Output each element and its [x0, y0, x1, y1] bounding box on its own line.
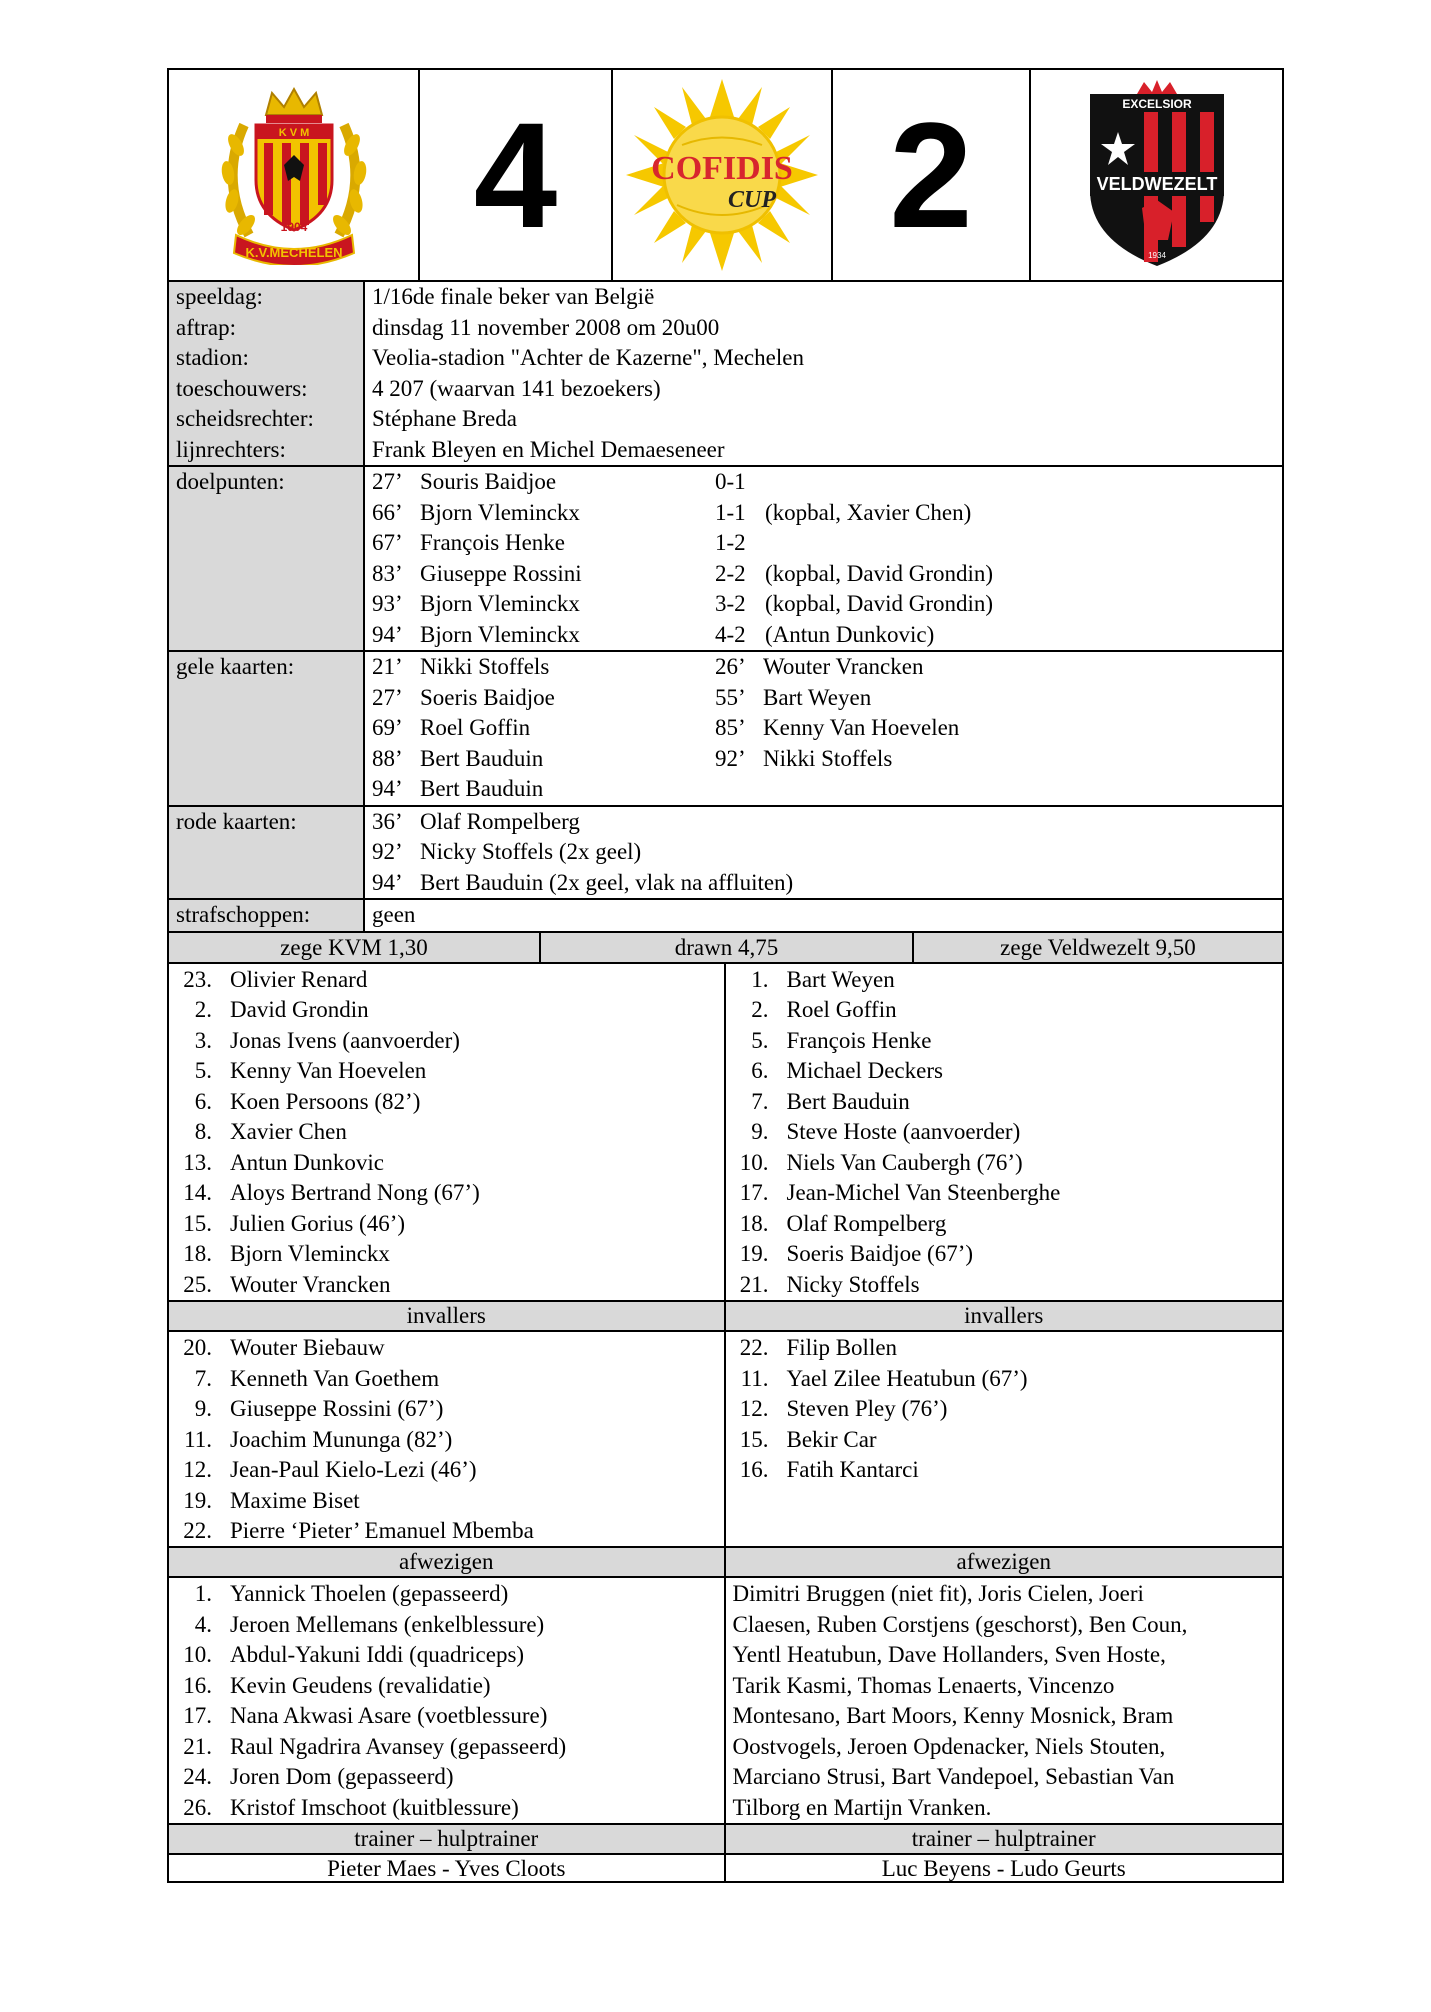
penalties-value-text: geen [372, 902, 416, 927]
goal-score [715, 589, 1282, 620]
goal-scorer [372, 467, 715, 498]
player-row [726, 965, 1283, 996]
player-number: 7. [751, 1088, 769, 1114]
penalties-label [169, 900, 365, 931]
player-number: 19. [739, 1241, 769, 1266]
goal-player: Bjorn Vleminckx [420, 591, 580, 616]
yellow-cards-label-text: gele kaarten: [176, 654, 295, 679]
info-value: dinsdag 11 november 2008 om 20u00 [372, 314, 720, 340]
odds-home: zege KVM 1,30 [169, 933, 541, 962]
player-number: 14. [183, 1180, 212, 1205]
player-name: Niels Van Caubergh (76’) [786, 1149, 1023, 1175]
info-labels [169, 282, 365, 465]
card-minute: 21’ [372, 654, 403, 679]
goal-score [715, 620, 1282, 651]
info-value: Frank Bleyen en Michel Demaeseneer [372, 436, 725, 462]
home-score-cell [420, 70, 613, 280]
card-player: Nicky Stoffels (2x geel) [420, 839, 642, 864]
player-row [169, 1455, 724, 1486]
goal-score [715, 498, 1282, 529]
card-minute: 92’ [715, 745, 746, 771]
player-row [169, 1364, 724, 1395]
card-minute: 85’ [715, 715, 746, 740]
player-row [169, 1762, 724, 1793]
player-row [169, 1148, 724, 1179]
home-score: 4 [473, 91, 558, 259]
player-name: Nana Akwasi Asare (voetblessure) [230, 1703, 548, 1728]
home-team-logo [169, 70, 420, 280]
player-name: Giuseppe Rossini (67’) [230, 1396, 444, 1421]
player-name: Steven Pley (76’) [786, 1396, 948, 1421]
goal-player: Giuseppe Rossini [420, 560, 582, 586]
yellow-card-row [715, 713, 1282, 744]
goal-score-value: 1-1 [715, 499, 746, 525]
card-player: Soeris Baidjoe [420, 684, 555, 710]
player-name: Fatih Kantarci [786, 1457, 919, 1482]
absent-away-line: Tarik Kasmi, Thomas Lenaerts, Vincenzo [732, 1672, 1115, 1698]
goal-row [372, 498, 1282, 529]
player-name: Jeroen Mellemans (enkelblessure) [230, 1611, 545, 1637]
player-name: Pierre ‘Pieter’ Emanuel Mbemba [230, 1518, 534, 1543]
player-number: 15. [183, 1210, 212, 1236]
goal-scorer [372, 559, 715, 590]
card-minute: 69’ [372, 715, 403, 740]
player-row [169, 1117, 724, 1148]
absent-away-line: Yentl Heatubun, Dave Hollanders, Sven Hoste, [732, 1642, 1166, 1667]
goal-minute: 27’ [372, 469, 403, 494]
absent-home [169, 1578, 726, 1823]
info-label: toeschouwers: [176, 375, 308, 401]
goal-score [715, 467, 1282, 498]
player-name: Nicky Stoffels [786, 1271, 920, 1297]
player-row [169, 1516, 724, 1547]
trainers-title-away: trainer – hulptrainer [911, 1826, 1096, 1851]
player-number: 4. [194, 1611, 212, 1637]
goal-player: Bjorn Vleminckx [420, 621, 580, 647]
player-number: 8. [194, 1119, 212, 1144]
player-name: Bart Weyen [786, 966, 895, 992]
absent-title-home: afwezigen [169, 1548, 726, 1576]
player-name: Koen Persoons (82’) [230, 1088, 421, 1114]
score-header [167, 68, 1284, 280]
player-name: Jean-Paul Kielo-Lezi (46’) [230, 1457, 477, 1482]
absent [167, 1576, 1284, 1823]
player-number: 1. [194, 1581, 212, 1606]
trainers-away: Luc Beyens - Ludo Geurts [881, 1856, 1126, 1881]
player-number: 6. [751, 1058, 769, 1083]
yellow-card-row [372, 744, 715, 775]
goal-minute: 67’ [372, 530, 403, 555]
player-row [169, 1087, 724, 1118]
goals-label-text: doelpunten: [176, 469, 285, 494]
card-minute: 94’ [372, 776, 403, 801]
away-score-cell [833, 70, 1031, 280]
player-name: Yannick Thoelen (gepasseerd) [230, 1581, 509, 1606]
player-name: Kristof Imschoot (kuitblessure) [230, 1794, 519, 1820]
card-minute: 26’ [715, 654, 746, 679]
player-number: 17. [183, 1703, 212, 1728]
yellow-cards-away [715, 652, 1282, 805]
card-player: Bert Bauduin [420, 745, 544, 771]
player-name: Maxime Biset [230, 1487, 360, 1513]
absent-away-line: Dimitri Bruggen (niet fit), Joris Cielen, Joeri [732, 1581, 1144, 1606]
yellow-card-row [372, 652, 715, 683]
player-number: 21. [183, 1733, 212, 1759]
info-label: lijnrechters: [176, 436, 286, 462]
player-number: 18. [183, 1241, 212, 1266]
player-number: 9. [751, 1119, 769, 1144]
player-name: Wouter Biebauw [230, 1335, 385, 1360]
card-minute: 92’ [372, 839, 403, 864]
player-number: 11. [740, 1365, 769, 1391]
info-values [365, 282, 1282, 465]
player-row [726, 1087, 1283, 1118]
player-row [169, 1394, 724, 1425]
goals-section [167, 465, 1284, 650]
goal-minute: 83’ [372, 560, 403, 586]
kvm-ribbon-text: K.V.MECHELEN [244, 245, 343, 260]
goal-player: Souris Baidjoe [420, 469, 557, 494]
player-number: 9. [194, 1396, 212, 1421]
goal-note: (kopbal, David Grondin) [765, 560, 994, 586]
player-row [169, 1333, 724, 1364]
goal-score [715, 559, 1282, 590]
penalties-value [365, 900, 1282, 931]
player-row [169, 1239, 724, 1270]
player-row [726, 1239, 1283, 1270]
goal-row [372, 467, 1282, 498]
absent-title-away: afwezigen [956, 1549, 1051, 1574]
card-player: Nikki Stoffels [420, 654, 550, 679]
player-name: Abdul-Yakuni Iddi (quadriceps) [230, 1642, 525, 1667]
card-player: Bert Bauduin (2x geel, vlak na affluiten) [420, 869, 794, 895]
player-number: 11. [184, 1426, 212, 1452]
goals-list [365, 467, 1282, 650]
player-row [169, 1056, 724, 1087]
player-number: 26. [183, 1794, 212, 1820]
goal-row [372, 559, 1282, 590]
trainers-title-home: trainer – hulptrainer [169, 1825, 726, 1853]
goal-scorer [372, 498, 715, 529]
player-number: 16. [739, 1457, 769, 1482]
subs-home [169, 1332, 726, 1546]
player-name: Bert Bauduin [786, 1088, 910, 1114]
player-number: 5. [751, 1027, 769, 1053]
subs-away [726, 1332, 1283, 1546]
red-card-row [372, 807, 1282, 838]
player-number: 20. [183, 1335, 212, 1360]
absent-away-line: Oostvogels, Jeroen Opdenacker, Niels Stouten, [732, 1733, 1166, 1759]
player-name: Kenny Van Hoevelen [230, 1058, 427, 1083]
subs [167, 1330, 1284, 1546]
player-row [169, 1732, 724, 1763]
goal-row [372, 528, 1282, 559]
player-number: 13. [183, 1149, 212, 1175]
trainers-header [167, 1823, 1284, 1853]
absent-away-line: Claesen, Ruben Corstjens (geschorst), Ben Coun, [732, 1611, 1188, 1637]
player-name: Bjorn Vleminckx [230, 1241, 390, 1266]
match-info [167, 280, 1284, 465]
player-name: Bekir Car [786, 1426, 877, 1452]
player-row [726, 1333, 1283, 1364]
lineups [167, 962, 1284, 1301]
player-number: 3. [194, 1027, 212, 1053]
card-player: Wouter Vrancken [763, 654, 924, 679]
player-row [169, 1486, 724, 1517]
player-row [726, 1364, 1283, 1395]
yellow-card-row [715, 652, 1282, 683]
player-name: David Grondin [230, 997, 369, 1022]
player-name: Soeris Baidjoe (67’) [786, 1241, 974, 1266]
kvm-crest-icon [214, 85, 374, 265]
red-cards-label-text: rode kaarten: [176, 808, 297, 834]
player-row [169, 1701, 724, 1732]
yellow-cards-home [372, 652, 715, 805]
trainers-home: Pieter Maes - Yves Cloots [169, 1855, 726, 1881]
player-name: Steve Hoste (aanvoerder) [786, 1119, 1021, 1144]
player-row [726, 995, 1283, 1026]
player-row [726, 1026, 1283, 1057]
player-name: Jean-Michel Van Steenberghe [786, 1180, 1061, 1205]
info-label: stadion: [176, 345, 249, 370]
goal-note: (kopbal, Xavier Chen) [765, 499, 972, 525]
yellow-card-row [715, 744, 1282, 775]
card-player: Bart Weyen [763, 684, 872, 710]
card-minute: 88’ [372, 745, 403, 771]
player-row [169, 1178, 724, 1209]
cofidis-text: COFIDIS [651, 150, 793, 187]
player-number: 7. [194, 1365, 212, 1391]
player-row [726, 1270, 1283, 1301]
goal-player: François Henke [420, 530, 565, 555]
player-number: 22. [183, 1518, 212, 1543]
goal-note: (kopbal, David Grondin) [765, 591, 994, 616]
yellow-card-row [372, 774, 715, 805]
subs-title-away: invallers [964, 1303, 1044, 1328]
odds-away: zege Veldwezelt 9,50 [1000, 934, 1196, 960]
player-number: 2. [194, 997, 212, 1022]
player-number: 2. [751, 997, 769, 1022]
card-player: Roel Goffin [420, 715, 531, 740]
info-value: Veolia-stadion "Achter de Kazerne", Mechelen [372, 345, 804, 370]
yellow-card-row [372, 713, 715, 744]
player-number: 15. [739, 1426, 769, 1452]
player-number: 10. [739, 1149, 769, 1175]
goal-row [372, 620, 1282, 651]
cofidis-cup-logo-icon [622, 75, 822, 275]
info-value: 4 207 (waarvan 141 bezoekers) [372, 375, 661, 401]
goal-score-value: 4-2 [715, 621, 746, 647]
info-label: scheidsrechter: [176, 406, 314, 431]
goal-scorer [372, 589, 715, 620]
lineup-home [169, 964, 726, 1301]
player-number: 19. [183, 1487, 212, 1513]
info-label: aftrap: [176, 314, 237, 340]
player-number: 21. [739, 1271, 769, 1297]
excelsior-text: EXCELSIOR [1121, 97, 1192, 111]
card-player: Kenny Van Hoevelen [763, 715, 960, 740]
yellow-cards-section [167, 650, 1284, 805]
player-row [169, 1640, 724, 1671]
goal-minute: 66’ [372, 499, 403, 525]
player-number: 5. [194, 1058, 212, 1083]
player-row [726, 1178, 1283, 1209]
player-name: Yael Zilee Heatubun (67’) [786, 1365, 1028, 1391]
goal-player: Bjorn Vleminckx [420, 499, 580, 525]
player-name: Michael Deckers [786, 1058, 943, 1083]
yellow-cards-list [365, 652, 1282, 805]
player-name: Julien Gorius (46’) [230, 1210, 406, 1236]
player-number: 12. [739, 1396, 769, 1421]
red-card-row [372, 837, 1282, 868]
match-report [167, 68, 1284, 1883]
goal-row [372, 589, 1282, 620]
player-number: 6. [194, 1088, 212, 1114]
player-row [169, 995, 724, 1026]
subs-title-home: invallers [169, 1302, 726, 1330]
player-name: Olaf Rompelberg [786, 1210, 947, 1236]
goal-score-value: 3-2 [715, 591, 746, 616]
goal-scorer [372, 620, 715, 651]
yellow-card-row [715, 683, 1282, 714]
player-name: Roel Goffin [786, 997, 897, 1022]
info-label: speeldag: [176, 284, 263, 309]
info-value: 1/16de finale beker van België [372, 284, 655, 309]
goal-score-value: 2-2 [715, 560, 746, 586]
penalties-section [167, 898, 1284, 931]
player-row [169, 1270, 724, 1301]
goal-minute: 94’ [372, 621, 403, 647]
red-cards-list [365, 807, 1282, 899]
player-row [169, 1579, 724, 1610]
player-number: 24. [183, 1764, 212, 1789]
player-name: Kenneth Van Goethem [230, 1365, 440, 1391]
absent-away [726, 1578, 1283, 1823]
absent-header [167, 1546, 1284, 1576]
player-row [169, 1026, 724, 1057]
goal-scorer [372, 528, 715, 559]
player-name: Aloys Bertrand Nong (67’) [230, 1180, 480, 1205]
player-row [169, 965, 724, 996]
absent-away-line: Tilborg en Martijn Vranken. [732, 1794, 992, 1820]
goal-score [715, 528, 1282, 559]
veldwezelt-year: 1934 [1147, 251, 1166, 260]
player-number: 25. [183, 1271, 212, 1297]
player-number: 17. [739, 1180, 769, 1205]
player-row [726, 1148, 1283, 1179]
trainers [167, 1853, 1284, 1883]
card-player: Olaf Rompelberg [420, 808, 580, 834]
player-name: Raul Ngadrira Avansey (gepasseerd) [230, 1733, 567, 1759]
kvm-initials: K V M [278, 127, 309, 139]
player-row [726, 1394, 1283, 1425]
player-row [169, 1425, 724, 1456]
player-row [726, 1056, 1283, 1087]
card-minute: 55’ [715, 684, 746, 710]
player-name: Kevin Geudens (revalidatie) [230, 1672, 491, 1698]
cup-text: CUP [728, 187, 776, 213]
player-number: 12. [183, 1457, 212, 1482]
away-team-logo [1031, 70, 1282, 280]
goal-score-value: 1-2 [715, 530, 746, 555]
player-row [169, 1671, 724, 1702]
player-number: 16. [183, 1672, 212, 1698]
veldwezelt-crest-icon [1082, 80, 1232, 270]
yellow-card-row [372, 683, 715, 714]
red-cards-label [169, 807, 365, 899]
lineup-away [726, 964, 1283, 1301]
card-minute: 27’ [372, 684, 403, 710]
card-player: Bert Bauduin [420, 776, 544, 801]
away-score: 2 [889, 91, 973, 259]
card-player: Nikki Stoffels [763, 745, 893, 771]
player-name: Joren Dom (gepasseerd) [230, 1764, 454, 1789]
player-row [726, 1117, 1283, 1148]
goal-score-value: 0-1 [715, 469, 746, 494]
player-row [726, 1455, 1283, 1486]
goal-minute: 93’ [372, 591, 403, 616]
player-number: 18. [739, 1210, 769, 1236]
veldwezelt-text: VELDWEZELT [1096, 174, 1217, 194]
player-number: 23. [183, 966, 212, 992]
player-row [169, 1610, 724, 1641]
penalties-label-text: strafschoppen: [176, 902, 311, 927]
goal-note: (Antun Dunkovic) [765, 621, 935, 647]
player-name: Olivier Renard [230, 966, 368, 992]
player-name: Filip Bollen [786, 1335, 898, 1360]
red-cards-section [167, 805, 1284, 899]
player-name: Wouter Vrancken [230, 1271, 391, 1297]
player-name: François Henke [786, 1027, 932, 1053]
player-number: 1. [751, 966, 769, 992]
player-row [169, 1793, 724, 1824]
goals-label [169, 467, 365, 650]
info-value: Stéphane Breda [372, 406, 517, 431]
player-name: Jonas Ivens (aanvoerder) [230, 1027, 460, 1053]
player-name: Joachim Mununga (82’) [230, 1426, 453, 1452]
card-minute: 36’ [372, 808, 403, 834]
player-number: 22. [739, 1335, 769, 1360]
player-number: 10. [183, 1642, 212, 1667]
odds-bar [167, 931, 1284, 962]
yellow-cards-label [169, 652, 365, 805]
player-row [726, 1209, 1283, 1240]
cup-logo-cell [613, 70, 833, 280]
player-row [726, 1425, 1283, 1456]
player-name: Antun Dunkovic [230, 1149, 384, 1175]
absent-away-line: Montesano, Bart Moors, Kenny Mosnick, Bram [732, 1703, 1174, 1728]
kvm-year: 1904 [280, 220, 307, 234]
card-minute: 94’ [372, 869, 403, 895]
absent-away-line: Marciano Strusi, Bart Vandepoel, Sebastian Van [732, 1764, 1175, 1789]
odds-draw: drawn 4,75 [541, 933, 914, 962]
subs-header [167, 1300, 1284, 1330]
player-row [169, 1209, 724, 1240]
red-card-row [372, 868, 1282, 899]
player-name: Xavier Chen [230, 1119, 347, 1144]
